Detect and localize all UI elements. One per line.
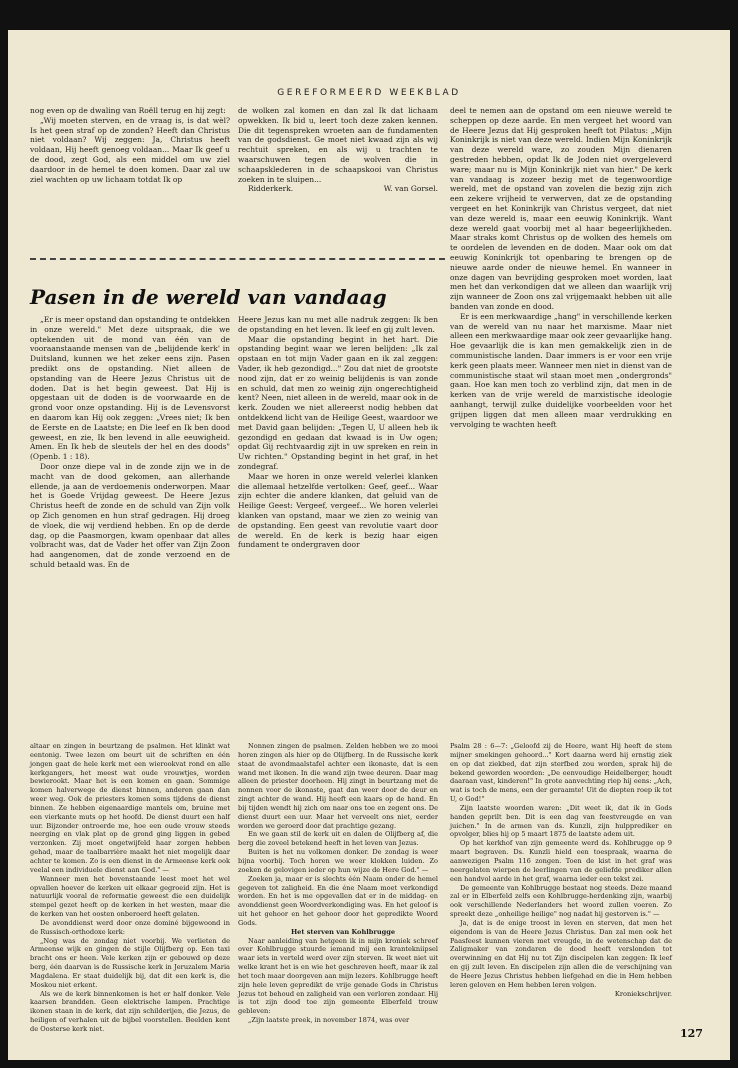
article-column-3 (450, 106, 672, 736)
paragraph: altaar en zingen in beurtzang de psalmen. Het klinkt wat eentonig. Twee lezen om beurt uit de schriften en één jongen gaat de hele kerk met een wierookvat rond en alle kerkgangers, het meest wat oude vrouwtjes, worden bewierookt. Maar het is een komen en gaan. Sommige komen halverwege de dienst binnen, anderen gaan dan weer weg. Ook de priesters komen soms tijdens de dienst binnen. Ze hebben eigenaardige mantels om, bruine met een vierkante muts op het hoofd. De dienst duurt een half uur. Bijzonder ontroerde me, hoe een oude vrouw steeds neerging en vlak plat op de grond ging liggen in gebed verzonken. Zij moet ongetwijfeld haar zorgen hebben gehad, maar de taalbarrière maakt het niet mogelijk daar achter te komen. Zo is een dienst in de Armeense kerk ook veelal een individuele dienst aan God." — (30, 742, 230, 874)
paragraph: nog even op de dwaling van Roëll terug en hij zegt: (30, 106, 226, 115)
paragraph: De gemeente van Kohlbrugge bestaat nog steeds. Deze maand zal er in Elberfeld zelfs een Kohlbrugge-herdenking zijn, waarbij ook verschillende Nederlanders het woord zullen voeren. Zo spreekt deze „onheilige heilige" nog nadat hij gestorven is." — (450, 883, 672, 919)
author: Kroniekschrijver. (614, 989, 672, 998)
paragraph: Er is een merkwaardige „hang" in verschillende kerken van de wereld van nu naar het marxisme. Maar niet alleen een merkwaardige maar ook zeer gevaarlijke hang. Hoe gevaarlijk die is kan men gemakkelijk zien in de communistische landen. Daar immers is er voor een vrije kerk geen plaats meer. Wanneer men niet in dienst van de communistische staat wil staan moet men „ondergronds" gaan. Hoe kan men toch zo verblind zijn, dat men in de kerken van de vrije wereld de marxistische ideologie aanhangt, terwijl zulke duidelijke voorbeelden voor het grijpen liggen dat men alleen maar verdrukking en vervolging te wachten heeft (450, 311, 672, 429)
paragraph: de wolken zal komen en dan zal Ik dat lichaam opwekken. Ik bid u, leert toch deze zaken kennen. Die dit tegenspreken wroeten aan de fundamenten van de godsdienst. Ge moet niet kwaad zijn als wij rechtuit spreken, en als wij u trachten te waarschuwen tegen de wolven die in schaapsklederen in de schaapskooi van Christus zoeken in te sluipen... (238, 106, 438, 184)
paragraph: deel te nemen aan de opstand om een nieuwe wereld te scheppen op deze aarde. En men vergeet het woord van de Heere Jezus dat Hij gesproken heeft tot Pilatus: „Mijn Koninkrijk is niet van deze wereld. Indien Mijn Koninkrijk van deze wereld ware, zo zouden Mijn dienaren gestreden hebben, opdat Ik de Joden niet overgeleverd ware; maar nu is Mijn Koninkrijk niet van hier." De kerk van vandaag is zozeer bezig met de tegenwoordige wereld, met de opstand van zovelen die bezig zijn zich een zekere vrijheid te verwerven, dat ze de opstanding vergeet en het Koninkrijk van Christus vergeet, dat niet van deze wereld is, maar een eeuwig Koninkrijk. Want deze wereld gaat voorbij met al haar begeerlijkheden. Maar straks komt Christus op de wolken des hemels om te oordelen de levenden en de doden. Maar ook om dat eeuwig Koninkrijk tot openbaring te brengen op de nieuwe aarde onder de nieuwe hemel. En wanneer in onze dagen van bevrijding gesproken moet worden, laat men het dan verkondigen dat we alleen dan waarlijk vrij zijn wanneer de Zoon ons zal vrijgemaakt hebben uit alle banden van zonde en dood. (450, 106, 672, 311)
article-column-2 (238, 315, 438, 735)
paragraph: Op het kerkhof van zijn gemeente werd ds. Kohlbrugge op 9 maart begraven. Ds. Kunzli hield een toespraak, waarna de aanwezigen Psalm 116 zongen. Toen de kist in het graf was neergelaten wierpen de leerlingen van de geliefde prediker allen een handvol aarde in het graf, waarna ieder een tekst zei. (450, 839, 672, 883)
paragraph: Zijn laatste woorden waren: „Dit weet ik, dat ik in Gods handen geprilt ben. Dit is een dag van feestvreugde en van juichen." In de armen van ds. Kunzli, zijn hulpprediker en opvolger, blies hij op 5 maart 1875 de laatste adem uit. (450, 803, 672, 839)
top-column-1 (30, 106, 230, 256)
paragraph: Heere Jezus kan nu met alle nadruk zeggen: Ik ben de opstanding en het leven. Ik leef en gij zult leven. (238, 315, 438, 334)
paragraph: Naar aanleiding van hetgeen ik in mijn kroniek schreef over Kohlbrugge stuurde iemand mij een krantekniipsel waar iets in verteld werd over zijn sterven. Ik weet niet uit welke krant het is en wie het geschreven heeft, maar ik zal het toch maar doorgeven aan mijn lezers. Kohlbrugge heeft zijn hele leven gepredikt de vrije genade Gods in Christus Jezus tot behoud en zaligheid van een verloren zondaar. Hij is tot zijn dood toe zijn gemeente Elberfeld trouw gebleven: (238, 936, 438, 1016)
paragraph: „Er is meer opstand dan opstanding te ontdekken in onze wereld." Met deze uitspraak, die we optekenden uit de mond van één van de vooraanstaande mensen van de „belijdende kerk' in Duitsland, kunnen we het zeker eens zijn. Pasen predikt ons de opstanding. Niet alleen de opstanding van de Heere Jezus Christus uit de doden. Dat is het begin geweest. Dat Hij is opgestaan uit de doden is de voorwaarde en de grond voor onze opstanding. Hij is de Levensvorst en daarom kan Hij ook zeggen: „Vrees niet; Ik ben de Eerste en de Laatste; en Die leef en Ik ben dood geweest, en zie, Ik ben levend in alle eeuwigheid. Amen. En Ik heb de sleutels der hel en des doods" (Openb. 1 : 18). (30, 315, 230, 462)
paragraph: Zoeken ja, maar er is slechts één Naam onder de hemel gegeven tot zaligheid. En die éne Naam moet verkondigd worden. En het is me opgevallen dat er in de middag- en avonddienst geen Woordverkondiging was. En het geloof is uit het gehoor en het gehoor door het gepredikte Woord Gods. (238, 874, 438, 927)
article-column-1 (30, 315, 230, 735)
section-subheading: Het sterven van Kohlbrugge (290, 927, 396, 936)
paragraph: Psalm 28 : 6—7: „Geloofd zij de Heere, want Hij heeft de stem mijner smekingen gehoord..." Kort daarna werd hij ernstig ziek en op dat ziekbed, dat zijn sterfbed zou worden, sprak hij de bekend geworden woorden: „De eenvoudige Heidelberger, houdt daaraan vast, kinderen!" In grote aanvechting riep hij eens: „Ach, wat is toch de mens, een der geraamte! Uit de diepten roep ik tot U, o God!" (450, 742, 672, 804)
paragraph: Door onze diepe val in de zonde zijn we in de macht van de dood gekomen, aan allerhande ellende, ja aan de verdoemenis onderworpen. Maar het is Goede Vrijdag geweest. De Heere Jezus Christus heeft de zonde en de schuld van Zijn volk op Zich genomen en hun straf gedragen. Hij droeg de vloek, die wij verdiend hebben. En op de derde dag, op die Paasmorgen, kwam openbaar dat alles volbracht was, dat de Vader het offer van Zijn Zoon had aangenomen, dat de zonde verzoend en de schuld betaald was. En de (30, 461, 230, 569)
paragraph: Als we de kerk binnenkomen is het er half donker. Vele kaarsen brandden. Geen elektrische lampen. Prachtige ikonen staan in de kerk, dat zijn schilderijen, die Jezus, de heiligen of verhalen uit de bijbel voorstellen. Beelden kent de Oosterse kerk niet. (30, 989, 230, 1033)
paragraph: De avonddienst werd door onze dominé bijgewoond in de Russisch-orthodoxe kerk: (30, 918, 230, 936)
paragraph: En we gaan stil de kerk uit en dalen de Olijfberg af, die berg die zoveel betekend heeft in het leven van Jezus. (238, 830, 438, 848)
paragraph: Ja, dat is de enige troost in leven en sterven, dat men het eigendom is van de Heere Jezus Christus. Dan zal men ook het Paasfeest kunnen vieren met vreugde, in de wetenschap dat de Zaligmaker van zondaren de dood heeft verslonden tot overwinning en dat Hij nu tot Zijn discipelen kan zeggen: Ik leef en gij zult leven. En discipelen zijn allen die de verschijning van de Heere Jezus Christus hebben liefgehad en die in Hem hebben leren geloven en Hem hebben leren volgen. (450, 918, 672, 989)
bottom-column-3 (450, 742, 672, 1024)
paragraph: Buiten is het nu volkomen donker. De zondag is weer bijna voorbij. Toch horen we weer klokken luiden. Zo zoeken de gelovigen ieder op hun wijze de Here God." — (238, 848, 438, 874)
paragraph: „Nog was de zondag niet voorbij. We verlieten de Armeense wijk en gingen de stijle Olijfberg op. Een taxi bracht ons er heen. Vele kerken zijn er gebouwd op deze berg, één daarvan is de Russische kerk in Jeruzalem Maria Magdalena. Er staat duidelijk bij, dat dit een kerk is, die Moskou niet erkent. (30, 936, 230, 989)
top-column-2 (238, 106, 438, 256)
signature-line (238, 184, 438, 194)
page-number: 127 (680, 1027, 703, 1040)
bottom-column-2 (238, 742, 438, 1024)
page (8, 30, 730, 1060)
paragraph: Wanneer men het bovenstaande leest moet het wel opvallen hoever de kerken uit elkaar gegroeid zijn. Het is natuurlijk vooral de reformatie geweest die een duidelijk stempel gezet heeft op de kerken in het westen, maar die de kerken van het oosten onberoerd heeft gelaten. (30, 874, 230, 919)
article-title: Pasen in de wereld van vandaag (30, 285, 387, 309)
running-header: GEREFORMEERD WEEKBLAD (277, 88, 461, 98)
separator-line (30, 258, 445, 260)
paragraph: Maar we horen in onze wereld velerlei klanken die allemaal hetzelfde vertolken: Geef, geef... Waar zijn echter die andere klanken, dat geluid van de Heilige Geest: Vergeef, vergeef... We horen velerlei klanken van opstand, maar we zien zo weinig van de opstanding. Een geest van revolutie vaart door de wereld. En de kerk is bezig haar eigen fundament te ondergraven door (238, 471, 438, 550)
author: W. van Gorsel. (383, 184, 438, 194)
paragraph: Maar die opstanding begint in het hart. Die opstanding begint waar we leren belijden: „Ik zal opstaan en tot mijn Vader gaan en ik zal zeggen: Vader, ik heb gezondigd..." Zou dat niet de grootste nood zijn, dat er zo weinig belijdenis is van zonde en schuld, dat men zo weinig zijn ongerechtigheid kent? Neen, niet alleen in de wereld, maar ook in de kerk. Zouden we niet allereerst nodig hebben dat ontdekkend licht van de Heilige Geest, waardoor we met David gaan belijden: „Tegen U, U alleen heb ik gezondigd en gedaan dat kwaad is in Uw ogen; opdat Gij rechtvaardig zijt in uw spreken en rein in Uw richten." Opstanding begint in het graf, in het zondegraf. (238, 334, 438, 471)
place: Ridderkerk. (248, 184, 294, 194)
bottom-column-1 (30, 742, 230, 1033)
paragraph: „Wij moeten sterven, en de vraag is, is dat wèl? Is het geen straf op de zonden? Heeft dan Christus niet voldaan? Wij zeggen: Ja, Christus heeft voldaan, Hij heeft genoeg voldaan... Maar Ik geef u de dood, zegt God, als een middel om uw ziel daardoor in de hemel te doen komen. Daar zal uw ziel wachten op uw lichaam totdat Ik op (30, 115, 230, 184)
paragraph: Nonnen zingen de psalmen. Zelden hebben we zo mooi horen zingen als hier op de Olijfberg. In de Russische kerk staat de avondmaalstafel achter een ikonaste, dat is een wand met ikonen. In die wand zijn twee deuren. Daar mag alleen de priester doorheen. Hij zingt in beurtzang met de nonnen voor de ikonaste, gaat dan weer door de deur en zingt achter de wand. Hij heeft een kaars op de hand. En bij tijden wendt hij zich om naar ons toe en zegent ons. De dienst duurt een uur. Maar het verveelt ons niet, eerder worden we geroerd door dat prachtige gezang. (238, 742, 438, 830)
paragraph: „Zijn laatste preek, in november 1874, was over (248, 1016, 410, 1025)
